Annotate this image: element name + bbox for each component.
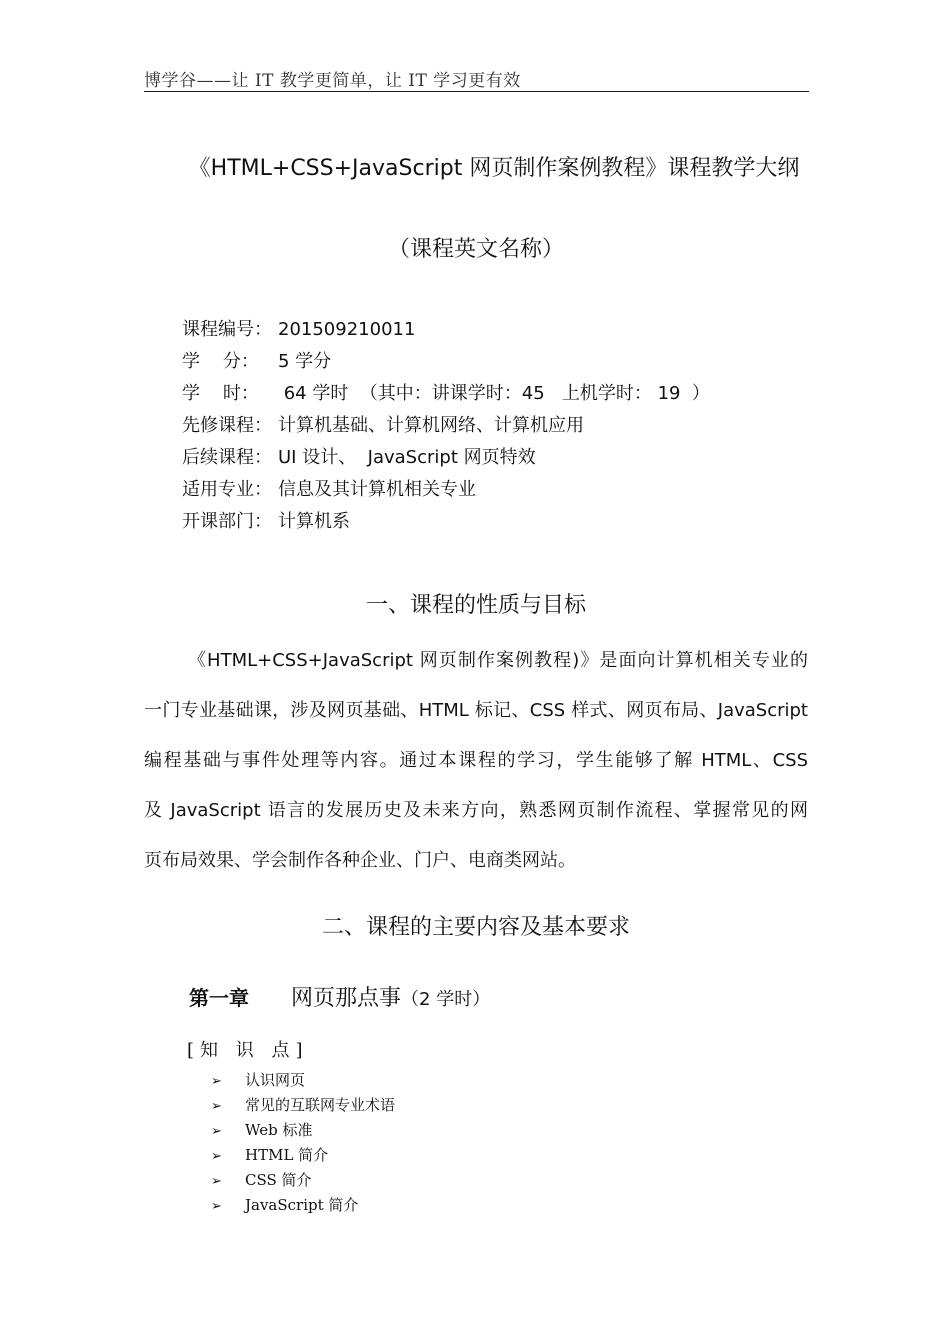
info-value: UI 设计、 JavaScript 网页特效	[278, 447, 536, 468]
document-subtitle: （课程英文名称）	[387, 237, 564, 262]
arrow-bullet-icon: ➢	[211, 1199, 222, 1214]
course-info-row	[182, 506, 710, 538]
arrow-bullet-icon: ➢	[211, 1149, 222, 1164]
info-value: 计算机基础、计算机网络、计算机应用	[278, 415, 584, 436]
chapter-title: 网页那点事	[291, 986, 402, 1011]
info-value: 计算机系	[278, 511, 350, 532]
arrow-bullet-icon: ➢	[211, 1074, 222, 1089]
list-item	[211, 1068, 395, 1093]
knowledge-point: CSS 简介	[245, 1171, 312, 1189]
list-item	[211, 1143, 395, 1168]
section-heading-content-requirements: 二、课程的主要内容及基本要求	[321, 915, 630, 940]
info-value: 5 学分	[278, 351, 332, 372]
course-info-row	[182, 378, 710, 410]
paragraph-line: 《HTML+CSS+JavaScript 网页制作案例教程)》是面向计算机相关专业的	[188, 650, 808, 671]
info-label: 学 时：	[182, 383, 259, 404]
arrow-bullet-icon: ➢	[211, 1099, 222, 1114]
knowledge-point: Web 标准	[245, 1121, 313, 1139]
course-info-row	[182, 346, 710, 378]
knowledge-point: 常见的互联网专业术语	[245, 1096, 396, 1114]
knowledge-point: HTML 简介	[245, 1146, 329, 1164]
info-value: 64 学时 （其中：讲课学时：45 上机学时： 19 ）	[278, 383, 710, 404]
section-paragraph	[144, 636, 808, 886]
page-header: 博学谷——让 IT 教学更简单，让 IT 学习更有效	[144, 71, 521, 91]
list-item	[211, 1168, 395, 1193]
course-info-row	[182, 474, 710, 506]
knowledge-points-list	[211, 1068, 395, 1218]
list-item	[211, 1093, 395, 1118]
knowledge-point: JavaScript 简介	[245, 1196, 359, 1214]
info-label: 后续课程：	[182, 447, 272, 468]
knowledge-point: 认识网页	[245, 1071, 306, 1089]
document-title: 《HTML+CSS+JavaScript 网页制作案例教程》课程教学大纲	[188, 156, 800, 181]
chapter-number: 第一章	[189, 986, 249, 1010]
header-divider	[144, 91, 809, 92]
info-label: 开课部门：	[182, 511, 272, 532]
info-label: 先修课程：	[182, 415, 272, 436]
info-value: 信息及其计算机相关专业	[278, 479, 476, 500]
chapter-heading	[189, 981, 490, 1012]
course-info-row	[182, 410, 710, 442]
arrow-bullet-icon: ➢	[211, 1174, 222, 1189]
chapter-hours: （2 学时）	[401, 989, 491, 1010]
paragraph-line: 一门专业基础课，涉及网页基础、HTML 标记、CSS 样式、网页布局、JavaScript	[144, 700, 808, 721]
knowledge-points-label: [知 识 点]	[187, 1040, 309, 1061]
list-item	[211, 1193, 395, 1218]
paragraph-line: 编程基础与事件处理等内容。通过本课程的学习，学生能够了解 HTML、CSS	[144, 750, 808, 771]
info-value: 201509210011	[278, 319, 416, 340]
info-label: 适用专业：	[182, 479, 272, 500]
paragraph-line: 及 JavaScript 语言的发展历史及未来方向，熟悉网页制作流程、掌握常见的网	[144, 800, 808, 821]
course-info-row	[182, 314, 710, 346]
list-item	[211, 1118, 395, 1143]
course-info	[182, 314, 710, 538]
section-heading-nature-goals: 一、课程的性质与目标	[365, 593, 586, 618]
course-info-row	[182, 442, 710, 474]
info-label: 学 分：	[182, 351, 259, 372]
arrow-bullet-icon: ➢	[211, 1124, 222, 1139]
paragraph-line: 页布局效果、学会制作各种企业、门户、电商类网站。	[144, 850, 576, 871]
info-label: 课程编号：	[182, 319, 272, 340]
